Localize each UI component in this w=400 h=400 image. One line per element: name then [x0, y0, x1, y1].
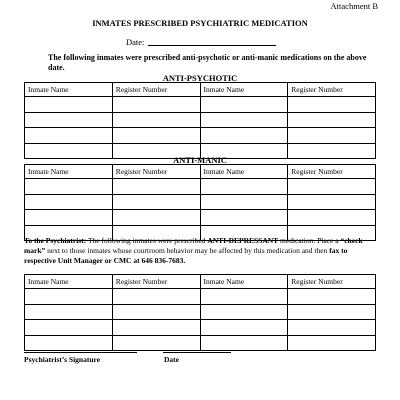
table-row — [25, 194, 376, 210]
column-header: Register Number — [112, 275, 200, 289]
table-cell[interactable] — [25, 97, 113, 113]
table-cell[interactable] — [112, 289, 200, 305]
section-title-anti-manic: ANTI-MANIC — [173, 155, 227, 165]
table-cell[interactable] — [288, 320, 376, 336]
section-title-anti-psychotic: ANTI-PSYCHOTIC — [162, 73, 238, 83]
table-cell[interactable] — [25, 112, 113, 128]
signature-date-label: Date — [164, 355, 179, 364]
psychiatrist-signature-label: Psychiatrist’s Signature — [24, 355, 101, 364]
date-blank-line[interactable] — [148, 45, 276, 46]
table-cell[interactable] — [200, 194, 288, 210]
table-cell[interactable] — [25, 320, 113, 336]
table-row — [25, 210, 376, 226]
date-row — [126, 37, 276, 47]
column-header: Inmate Name — [25, 83, 113, 97]
table-cell[interactable] — [112, 112, 200, 128]
attachment-label: Attachment B — [330, 1, 378, 11]
table-header-row — [25, 275, 376, 289]
column-header: Register Number — [288, 165, 376, 179]
table-cell[interactable] — [25, 210, 113, 226]
note-text: next to those inmates whose courtroom behavior may be affected by this medication and then — [45, 246, 330, 255]
signature-line[interactable] — [24, 352, 137, 353]
table-cell[interactable] — [112, 304, 200, 320]
table-row — [25, 128, 376, 144]
date-label: Date: — [126, 37, 145, 47]
table-cell[interactable] — [200, 210, 288, 226]
column-header: Register Number — [288, 83, 376, 97]
note-emphasis: ANTI-DEPRESSANT — [207, 236, 279, 245]
table-cell[interactable] — [288, 97, 376, 113]
table-cell[interactable] — [112, 97, 200, 113]
note-text: The following inmates were prescribed — [86, 236, 208, 245]
table-cell[interactable] — [200, 97, 288, 113]
table-cell[interactable] — [200, 128, 288, 144]
table-cell[interactable] — [288, 194, 376, 210]
note-emphasis: “check mark” — [24, 236, 363, 255]
table-cell[interactable] — [200, 289, 288, 305]
column-header: Inmate Name — [200, 83, 288, 97]
note-lead: To the Psychiatrist: — [24, 236, 87, 245]
table-header-row — [25, 165, 376, 179]
table-cell[interactable] — [288, 112, 376, 128]
table-row — [25, 304, 376, 320]
table-cell[interactable] — [200, 335, 288, 351]
table-row — [25, 179, 376, 195]
table-cell[interactable] — [288, 179, 376, 195]
column-header: Inmate Name — [25, 275, 113, 289]
table-row — [25, 320, 376, 336]
column-header: Inmate Name — [200, 165, 288, 179]
table-cell[interactable] — [200, 304, 288, 320]
table-cell[interactable] — [25, 194, 113, 210]
table-cell[interactable] — [288, 289, 376, 305]
note-fax-instruction: fax to respective Unit Manager or CMC at 646 836-7683. — [24, 246, 348, 265]
table-cell[interactable] — [25, 128, 113, 144]
table-cell[interactable] — [25, 289, 113, 305]
table-row — [25, 335, 376, 351]
column-header: Inmate Name — [25, 165, 113, 179]
table-cell[interactable] — [288, 335, 376, 351]
table-cell[interactable] — [288, 210, 376, 226]
table-cell[interactable] — [112, 335, 200, 351]
table-cell[interactable] — [112, 179, 200, 195]
table-cell[interactable] — [25, 179, 113, 195]
table-cell[interactable] — [200, 320, 288, 336]
column-header: Register Number — [112, 165, 200, 179]
psychiatrist-instructions — [24, 236, 378, 266]
table-cell[interactable] — [112, 128, 200, 144]
anti-depressant-table — [24, 274, 376, 351]
table-row — [25, 112, 376, 128]
table-cell[interactable] — [288, 128, 376, 144]
table-row — [25, 289, 376, 305]
note-text: medication. Place a — [278, 236, 341, 245]
table-header-row — [25, 83, 376, 97]
signature-date-line[interactable] — [163, 352, 231, 353]
table-cell[interactable] — [288, 304, 376, 320]
column-header: Register Number — [288, 275, 376, 289]
anti-psychotic-table — [24, 82, 376, 159]
table-cell[interactable] — [25, 304, 113, 320]
table-row — [25, 97, 376, 113]
table-cell[interactable] — [200, 112, 288, 128]
table-cell[interactable] — [112, 194, 200, 210]
intro-text: The following inmates were prescribed anti-psychotic or anti-manic medications on the above date. — [48, 53, 367, 72]
column-header: Inmate Name — [200, 275, 288, 289]
form-title: INMATES PRESCRIBED PSYCHIATRIC MEDICATION — [92, 18, 308, 28]
table-cell[interactable] — [200, 179, 288, 195]
table-cell[interactable] — [25, 335, 113, 351]
table-cell[interactable] — [112, 210, 200, 226]
table-cell[interactable] — [112, 320, 200, 336]
column-header: Register Number — [112, 83, 200, 97]
anti-manic-table — [24, 164, 376, 241]
